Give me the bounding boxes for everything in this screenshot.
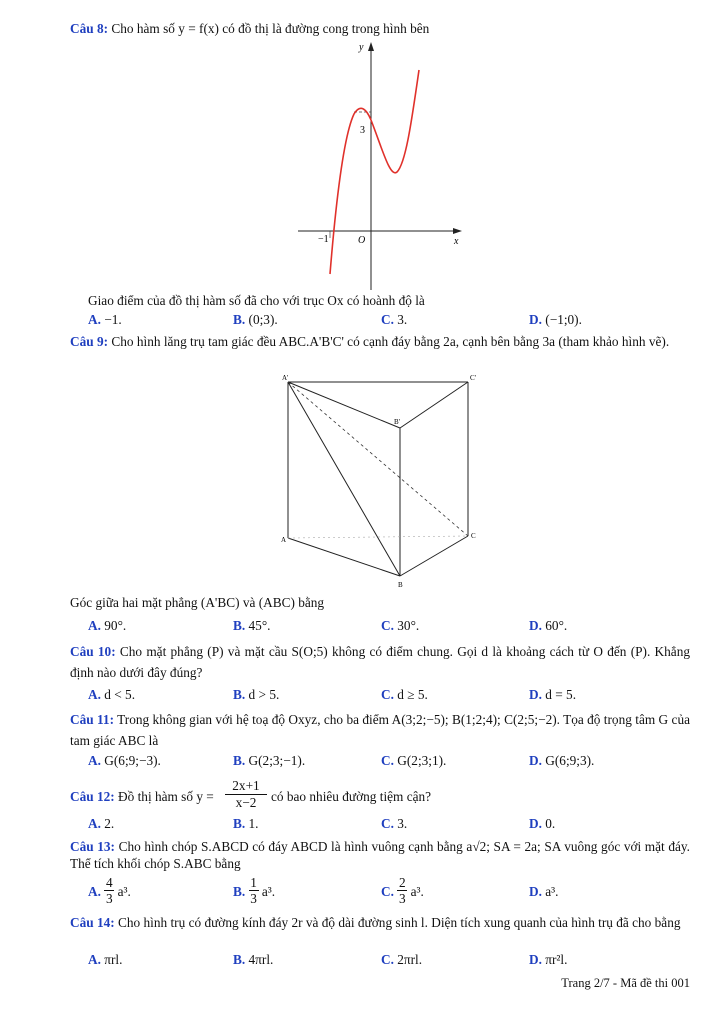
q9-stem (70, 333, 690, 351)
q9-prism-figure (278, 372, 484, 592)
q13-option-d[interactable]: D. a³. (529, 884, 559, 899)
q12-option-c[interactable]: C. 3. (381, 816, 408, 831)
q14-number: Câu 14: (70, 915, 115, 930)
q9-options (70, 617, 690, 635)
q13-option-b[interactable]: B. $\frac{1}{3}$ a³. (233, 875, 276, 906)
label-b1: B' (394, 418, 400, 426)
q9-option-d[interactable]: D. 60°. (529, 618, 568, 633)
q12-options (70, 815, 690, 833)
q13-option-c[interactable]: C. $\frac{2}{3}$ a³. (381, 875, 424, 906)
q14-option-b[interactable]: B. 4πrl. (233, 952, 274, 967)
x-axis-arrow (453, 228, 462, 234)
q9-number: Câu 9: (70, 334, 109, 349)
q9-question: Góc giữa hai mặt phẳng (A'BC) và (ABC) bằng (70, 595, 325, 610)
q11-options (70, 752, 690, 770)
page-footer: Trang 2/7 - Mã đề thi 001 (561, 976, 690, 990)
q13-stem-text: Cho hình chóp S.ABCD có đáy ABCD là hình vuông cạnh bằng a√2; SA = 2a; SA vuông góc với mặt đáy. Thể tích khối chóp S.ABC bằng (70, 839, 691, 871)
function-curve (330, 70, 419, 274)
q12-stem-pre: Đồ thị hàm số y = (118, 789, 214, 804)
q11-option-c[interactable]: C. G(2;3;1). (381, 753, 447, 768)
q13-stem (70, 838, 690, 872)
q13-option-a[interactable]: A. $\frac{4}{3}$ a³. (88, 875, 131, 906)
q11-stem (70, 709, 690, 751)
q9-option-c[interactable]: C. 30°. (381, 618, 420, 633)
q8-option-d[interactable]: D. (−1;0). (529, 312, 582, 327)
q11-stem-text: Trong không gian với hệ toạ độ Oxyz, cho ba điểm A(3;2;−5); B(1;2;4); C(2;5;−2). Tọa độ trọng tâm G của tam giác ABC là (70, 712, 690, 748)
edge-b1c1 (400, 382, 468, 428)
y-axis-label: y (359, 42, 364, 53)
q8-option-b[interactable]: B. (0;3). (233, 312, 278, 327)
q8-stem (70, 20, 690, 38)
q14-stem-text: Cho hình trụ có đường kính đáy 2r và độ dài đường sinh l. Diện tích xung quanh của hình trụ đã cho bằng (118, 915, 681, 930)
q11-option-b[interactable]: B. G(2;3;−1). (233, 753, 306, 768)
x-tick-label: −1 (318, 234, 329, 245)
label-c: C (471, 532, 476, 540)
q11-option-a[interactable]: A. G(6;9;−3). (88, 753, 161, 768)
q12-option-b[interactable]: B. 1. (233, 816, 259, 831)
edge-ab (288, 538, 400, 576)
q8-options (70, 311, 690, 329)
q8-option-c[interactable]: C. 3. (381, 312, 408, 327)
label-c1: C' (470, 374, 476, 382)
q10-option-d[interactable]: D. d = 5. (529, 687, 577, 702)
q10-stem (70, 641, 690, 683)
q10-option-b[interactable]: B. d > 5. (233, 687, 280, 702)
q12-stem-post: có bao nhiêu đường tiệm cận? (271, 789, 432, 804)
q10-stem-text: Cho mặt phẳng (P) và mặt cầu S(O;5) không có điểm chung. Gọi d là khoảng cách từ O đến (P). Khẳng định nào dưới đây đúng? (70, 644, 690, 680)
q10-option-c[interactable]: C. d ≥ 5. (381, 687, 428, 702)
q11-number: Câu 11: (70, 712, 115, 727)
y-axis-arrow (368, 42, 374, 51)
q8-number: Câu 8: (70, 21, 109, 36)
q12-option-a[interactable]: A. 2. (88, 816, 115, 831)
q12-stem (70, 778, 690, 814)
segment-a1b (288, 382, 400, 576)
q9-stem-text: Cho hình lăng trụ tam giác đều ABC.A'B'C' có cạnh đáy bằng 2a, cạnh bên bằng 3a (tham khảo hình vẽ). (111, 334, 670, 349)
q14-option-c[interactable]: C. 2πrl. (381, 952, 423, 967)
q11-option-d[interactable]: D. G(6;9;3). (529, 753, 595, 768)
q8-question: Giao điểm của đồ thị hàm số đã cho với trục Ox có hoành độ là (88, 293, 425, 308)
q9-option-a[interactable]: A. 90°. (88, 618, 127, 633)
q12-fraction (225, 778, 267, 811)
q8-option-a[interactable]: A. −1. (88, 312, 122, 327)
q12-frac-den: x−2 (235, 795, 257, 810)
q12-option-d[interactable]: D. 0. (529, 816, 556, 831)
q14-options (70, 951, 690, 969)
edge-a1b1 (288, 382, 400, 428)
label-a: A (281, 536, 287, 544)
q10-option-a[interactable]: A. d < 5. (88, 687, 136, 702)
x-axis-label: x (454, 236, 459, 247)
q12-frac-num: 2x+1 (225, 778, 267, 795)
q8-graph (290, 38, 470, 292)
segment-a1c (288, 382, 468, 536)
q14-stem (70, 914, 690, 931)
q13-number: Câu 13: (70, 839, 115, 854)
q14-option-a[interactable]: A. πrl. (88, 952, 123, 967)
edge-bc (400, 536, 468, 576)
label-b: B (398, 581, 403, 589)
q14-option-d[interactable]: D. πr²l. (529, 952, 568, 967)
q10-options (70, 686, 690, 704)
q12-number: Câu 12: (70, 789, 115, 804)
q8-stem-text: Cho hàm số y = f(x) có đồ thị là đường cong trong hình bên (111, 21, 430, 36)
y-tick-label: 3 (360, 125, 365, 136)
q10-number: Câu 10: (70, 644, 116, 659)
label-a1: A' (282, 374, 289, 382)
origin-label: O (358, 235, 366, 246)
q13-options (70, 875, 690, 909)
q9-option-b[interactable]: B. 45°. (233, 618, 271, 633)
